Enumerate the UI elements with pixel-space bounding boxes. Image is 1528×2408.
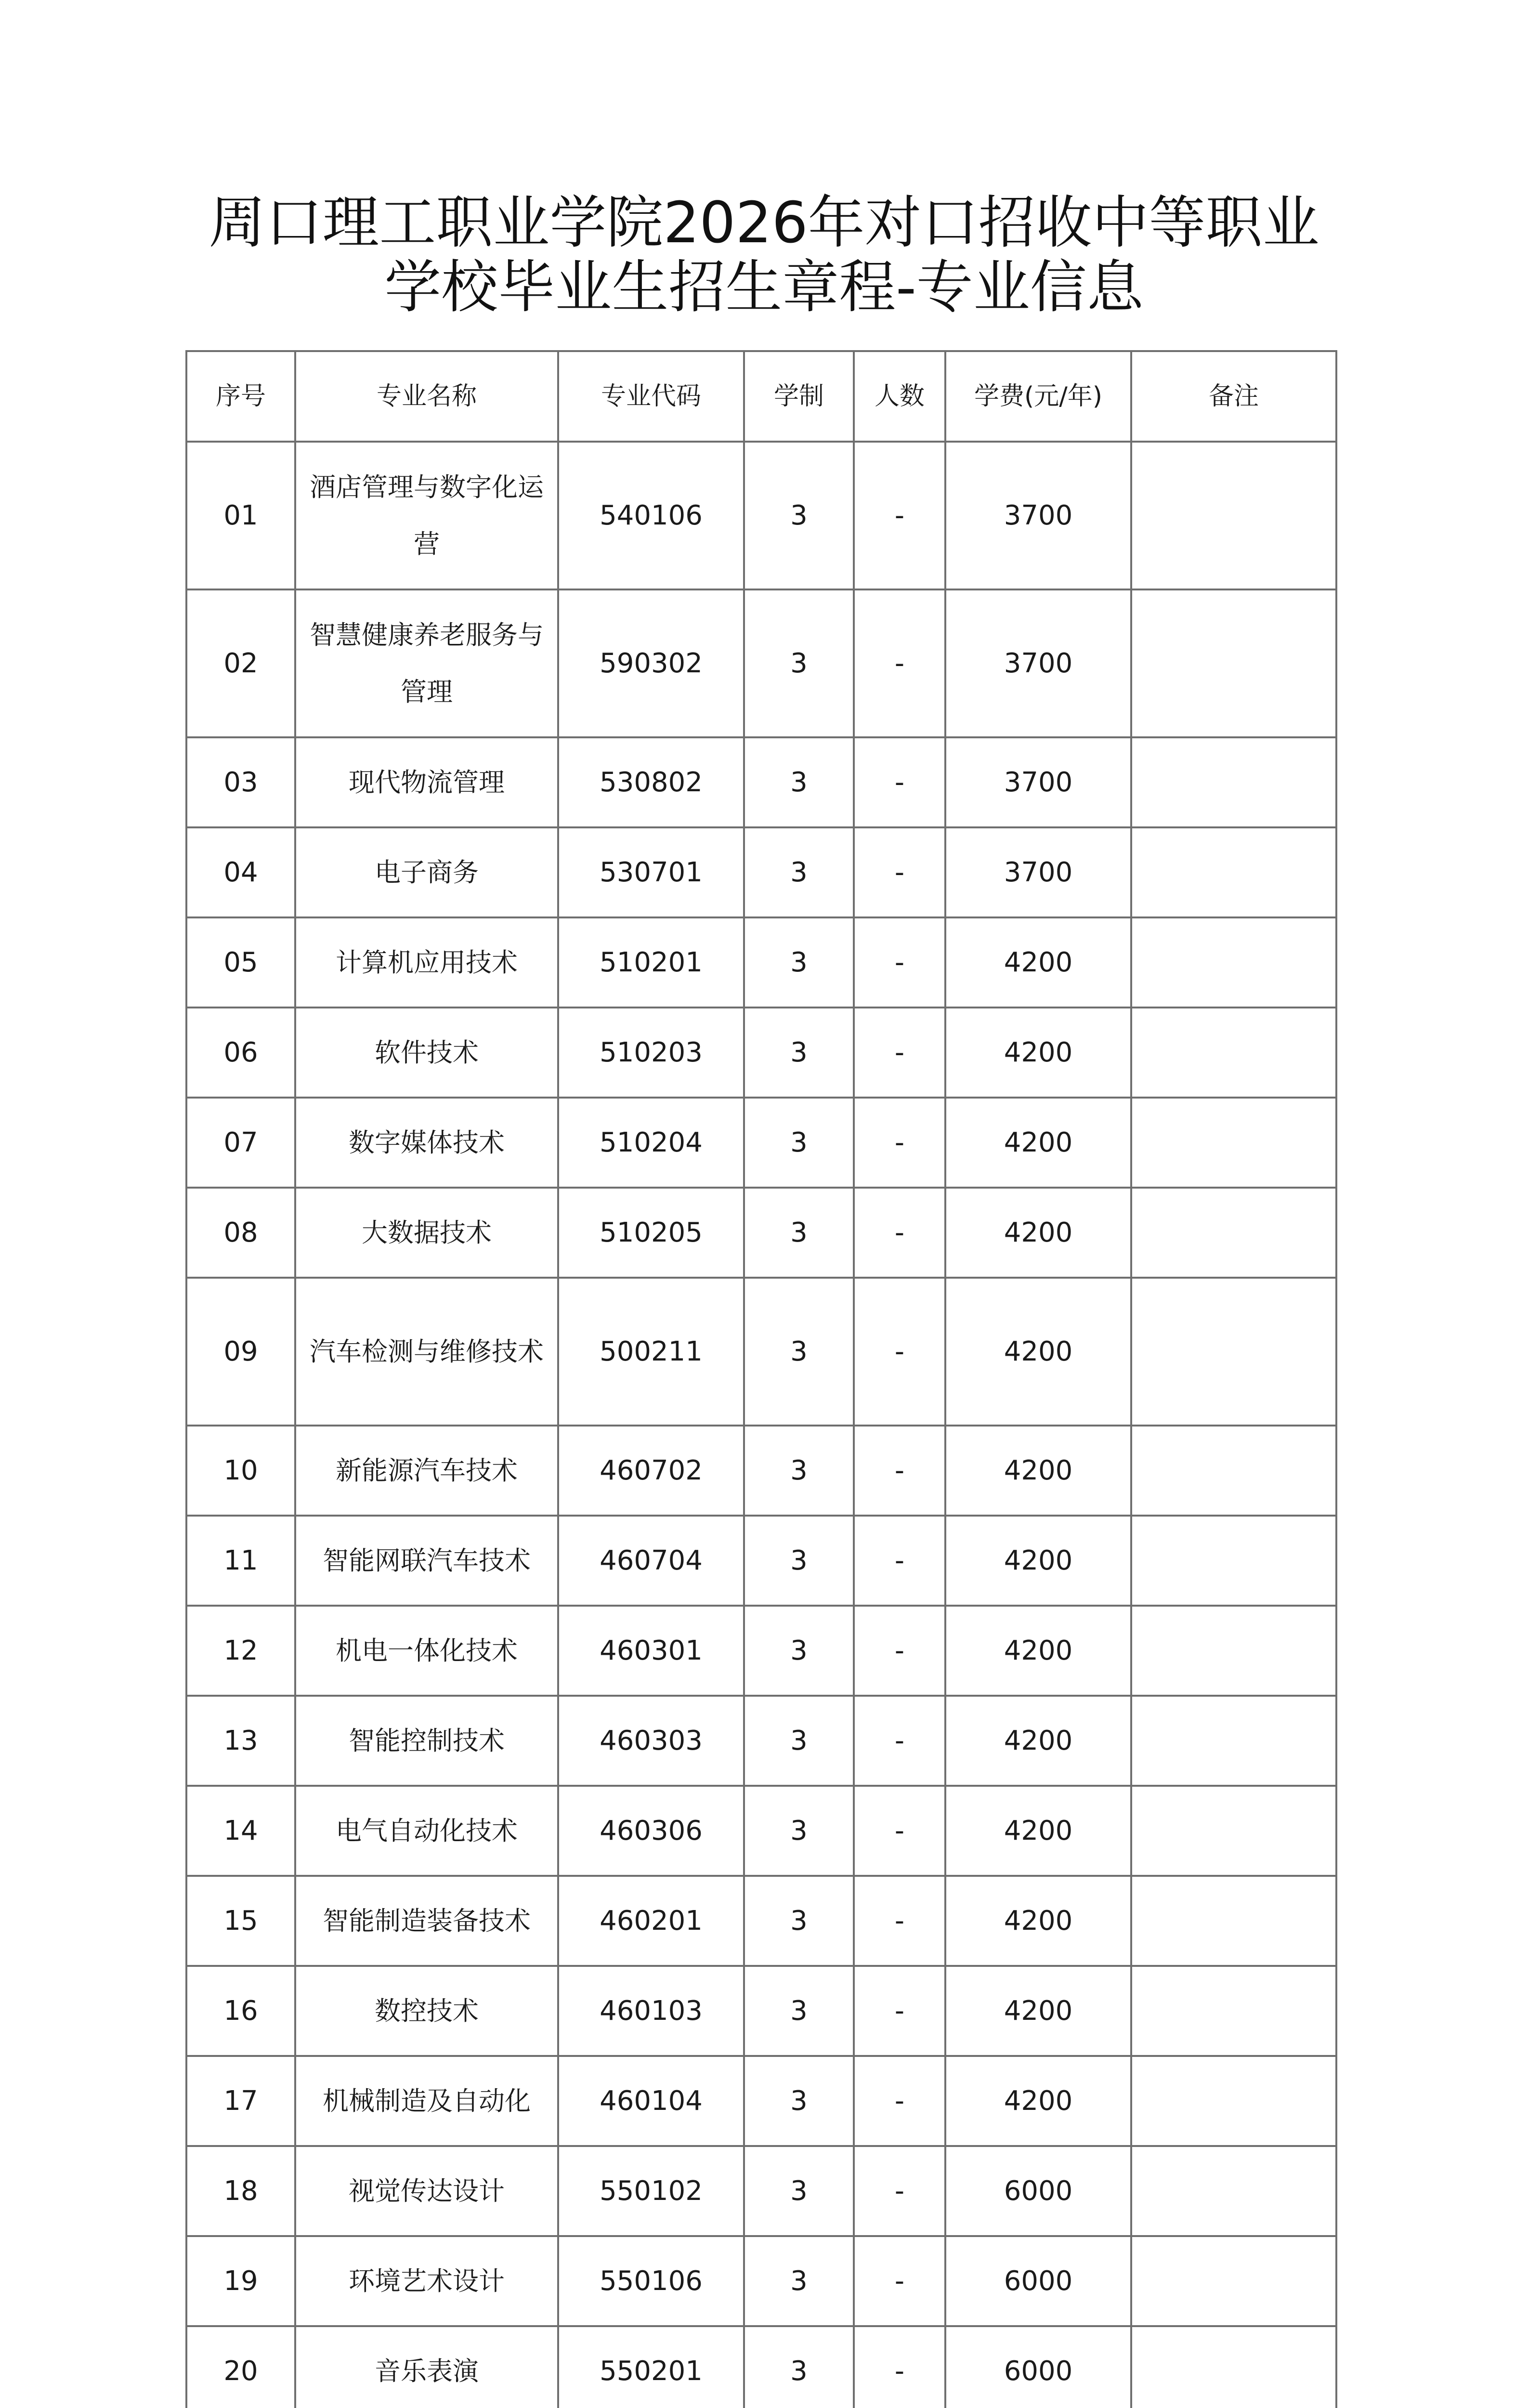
cell-count: - [854, 737, 945, 827]
cell-fee: 6000 [945, 2236, 1131, 2326]
cell-seq: 07 [186, 1098, 295, 1188]
cell-seq: 08 [186, 1188, 295, 1278]
cell-fee: 4200 [945, 1786, 1131, 1876]
cell-length: 3 [744, 1516, 854, 1606]
table-row [186, 1098, 1336, 1188]
cell-fee: 4200 [945, 1188, 1131, 1278]
cell-seq: 11 [186, 1516, 295, 1606]
cell-fee: 4200 [945, 917, 1131, 1008]
cell-seq: 10 [186, 1426, 295, 1516]
cell-seq: 13 [186, 1696, 295, 1786]
cell-code: 550102 [558, 2146, 744, 2236]
cell-name: 视觉传达设计 [295, 2146, 558, 2236]
cell-length: 3 [744, 1426, 854, 1516]
cell-code: 460104 [558, 2056, 744, 2146]
table-row [186, 442, 1336, 589]
cell-name: 智能制造装备技术 [295, 1876, 558, 1966]
cell-note [1131, 1426, 1336, 1516]
table-row [186, 2056, 1336, 2146]
cell-length: 3 [744, 589, 854, 737]
cell-fee: 4200 [945, 1278, 1131, 1426]
cell-fee: 3700 [945, 827, 1131, 917]
cell-note [1131, 2146, 1336, 2236]
cell-length: 3 [744, 1696, 854, 1786]
cell-count: - [854, 1098, 945, 1188]
cell-code: 500211 [558, 1278, 744, 1426]
table-row [186, 589, 1336, 737]
cell-length: 3 [744, 1188, 854, 1278]
cell-seq: 03 [186, 737, 295, 827]
cell-count: - [854, 1516, 945, 1606]
cell-note [1131, 1278, 1336, 1426]
cell-length: 3 [744, 442, 854, 589]
table-row [186, 1876, 1336, 1966]
cell-count: - [854, 442, 945, 589]
cell-seq: 09 [186, 1278, 295, 1426]
table-row [186, 827, 1336, 917]
cell-name: 新能源汽车技术 [295, 1426, 558, 1516]
cell-fee: 6000 [945, 2146, 1131, 2236]
cell-count: - [854, 1426, 945, 1516]
table-row [186, 1188, 1336, 1278]
cell-name: 电子商务 [295, 827, 558, 917]
header-fee: 学费(元/年) [945, 351, 1131, 442]
cell-count: - [854, 1188, 945, 1278]
cell-note [1131, 2326, 1336, 2408]
table-header [186, 351, 1336, 442]
table-row [186, 2146, 1336, 2236]
cell-fee: 4200 [945, 1966, 1131, 2056]
cell-fee: 4200 [945, 1426, 1131, 1516]
cell-length: 3 [744, 827, 854, 917]
cell-code: 510203 [558, 1008, 744, 1098]
cell-seq: 20 [186, 2326, 295, 2408]
cell-seq: 12 [186, 1606, 295, 1696]
cell-count: - [854, 1966, 945, 2056]
cell-count: - [854, 2326, 945, 2408]
cell-length: 3 [744, 2326, 854, 2408]
cell-code: 460103 [558, 1966, 744, 2056]
cell-name: 机电一体化技术 [295, 1606, 558, 1696]
cell-length: 3 [744, 1966, 854, 2056]
cell-name: 环境艺术设计 [295, 2236, 558, 2326]
header-code: 专业代码 [558, 351, 744, 442]
cell-name: 音乐表演 [295, 2326, 558, 2408]
cell-note [1131, 1876, 1336, 1966]
cell-note [1131, 1696, 1336, 1786]
cell-name: 现代物流管理 [295, 737, 558, 827]
cell-note [1131, 1786, 1336, 1876]
cell-name: 计算机应用技术 [295, 917, 558, 1008]
cell-seq: 19 [186, 2236, 295, 2326]
cell-note [1131, 917, 1336, 1008]
table-row [186, 2236, 1336, 2326]
cell-code: 530701 [558, 827, 744, 917]
cell-code: 510205 [558, 1188, 744, 1278]
header-name: 专业名称 [295, 351, 558, 442]
cell-fee: 3700 [945, 737, 1131, 827]
table-row [186, 737, 1336, 827]
cell-fee: 4200 [945, 2056, 1131, 2146]
cell-fee: 4200 [945, 1516, 1131, 1606]
cell-note [1131, 589, 1336, 737]
cell-code: 510204 [558, 1098, 744, 1188]
cell-code: 460306 [558, 1786, 744, 1876]
cell-count: - [854, 2056, 945, 2146]
cell-length: 3 [744, 1278, 854, 1426]
cell-count: - [854, 917, 945, 1008]
cell-seq: 02 [186, 589, 295, 737]
cell-seq: 16 [186, 1966, 295, 2056]
header-length: 学制 [744, 351, 854, 442]
cell-name: 电气自动化技术 [295, 1786, 558, 1876]
cell-note [1131, 1008, 1336, 1098]
table-row [186, 1516, 1336, 1606]
header-row [186, 351, 1336, 442]
cell-code: 460301 [558, 1606, 744, 1696]
cell-count: - [854, 589, 945, 737]
cell-name: 数字媒体技术 [295, 1098, 558, 1188]
cell-code: 460704 [558, 1516, 744, 1606]
cell-note [1131, 1098, 1336, 1188]
table-row [186, 1966, 1336, 2056]
header-seq: 序号 [186, 351, 295, 442]
table-row [186, 1786, 1336, 1876]
majors-table [185, 350, 1337, 2408]
header-count: 人数 [854, 351, 945, 442]
cell-count: - [854, 1278, 945, 1426]
cell-count: - [854, 1696, 945, 1786]
header-note: 备注 [1131, 351, 1336, 442]
table-row [186, 2326, 1336, 2408]
cell-name: 软件技术 [295, 1008, 558, 1098]
cell-note [1131, 1516, 1336, 1606]
cell-name: 智慧健康养老服务与管理 [295, 589, 558, 737]
table-row [186, 1426, 1336, 1516]
cell-fee: 4200 [945, 1696, 1131, 1786]
cell-name: 智能网联汽车技术 [295, 1516, 558, 1606]
cell-code: 540106 [558, 442, 744, 589]
table-row [186, 1278, 1336, 1426]
cell-seq: 14 [186, 1786, 295, 1876]
cell-name: 机械制造及自动化 [295, 2056, 558, 2146]
cell-name: 酒店管理与数字化运营 [295, 442, 558, 589]
cell-name: 汽车检测与维修技术 [295, 1278, 558, 1426]
cell-length: 3 [744, 2146, 854, 2236]
table-body [186, 442, 1336, 2408]
cell-code: 590302 [558, 589, 744, 737]
cell-fee: 4200 [945, 1606, 1131, 1696]
cell-fee: 4200 [945, 1008, 1131, 1098]
cell-count: - [854, 2236, 945, 2326]
cell-seq: 17 [186, 2056, 295, 2146]
cell-length: 3 [744, 2056, 854, 2146]
cell-length: 3 [744, 1606, 854, 1696]
cell-seq: 15 [186, 1876, 295, 1966]
cell-length: 3 [744, 737, 854, 827]
table-row [186, 1606, 1336, 1696]
cell-note [1131, 1966, 1336, 2056]
cell-name: 数控技术 [295, 1966, 558, 2056]
cell-seq: 05 [186, 917, 295, 1008]
cell-length: 3 [744, 2236, 854, 2326]
cell-fee: 3700 [945, 589, 1131, 737]
table-row [186, 917, 1336, 1008]
cell-length: 3 [744, 1008, 854, 1098]
cell-note [1131, 442, 1336, 589]
page-title [0, 190, 1528, 319]
page-title-line-2: 学校毕业生招生章程-专业信息 [384, 254, 1144, 320]
cell-count: - [854, 827, 945, 917]
cell-seq: 18 [186, 2146, 295, 2236]
cell-note [1131, 737, 1336, 827]
cell-count: - [854, 1606, 945, 1696]
cell-seq: 06 [186, 1008, 295, 1098]
cell-note [1131, 1606, 1336, 1696]
cell-length: 3 [744, 1098, 854, 1188]
table-row [186, 1696, 1336, 1786]
cell-note [1131, 827, 1336, 917]
cell-count: - [854, 1876, 945, 1966]
cell-code: 460201 [558, 1876, 744, 1966]
cell-name: 智能控制技术 [295, 1696, 558, 1786]
cell-count: - [854, 1008, 945, 1098]
cell-seq: 01 [186, 442, 295, 589]
cell-fee: 6000 [945, 2326, 1131, 2408]
cell-note [1131, 2236, 1336, 2326]
cell-code: 550201 [558, 2326, 744, 2408]
cell-fee: 4200 [945, 1876, 1131, 1966]
table-row [186, 1008, 1336, 1098]
cell-length: 3 [744, 917, 854, 1008]
cell-length: 3 [744, 1876, 854, 1966]
cell-code: 510201 [558, 917, 744, 1008]
cell-fee: 4200 [945, 1098, 1131, 1188]
cell-seq: 04 [186, 827, 295, 917]
cell-count: - [854, 2146, 945, 2236]
cell-code: 550106 [558, 2236, 744, 2326]
cell-name: 大数据技术 [295, 1188, 558, 1278]
cell-code: 460702 [558, 1426, 744, 1516]
cell-code: 460303 [558, 1696, 744, 1786]
page-title-line-1: 周口理工职业学院2026年对口招收中等职业 [209, 189, 1319, 256]
cell-length: 3 [744, 1786, 854, 1876]
cell-note [1131, 2056, 1336, 2146]
cell-code: 530802 [558, 737, 744, 827]
cell-fee: 3700 [945, 442, 1131, 589]
cell-note [1131, 1188, 1336, 1278]
cell-count: - [854, 1786, 945, 1876]
